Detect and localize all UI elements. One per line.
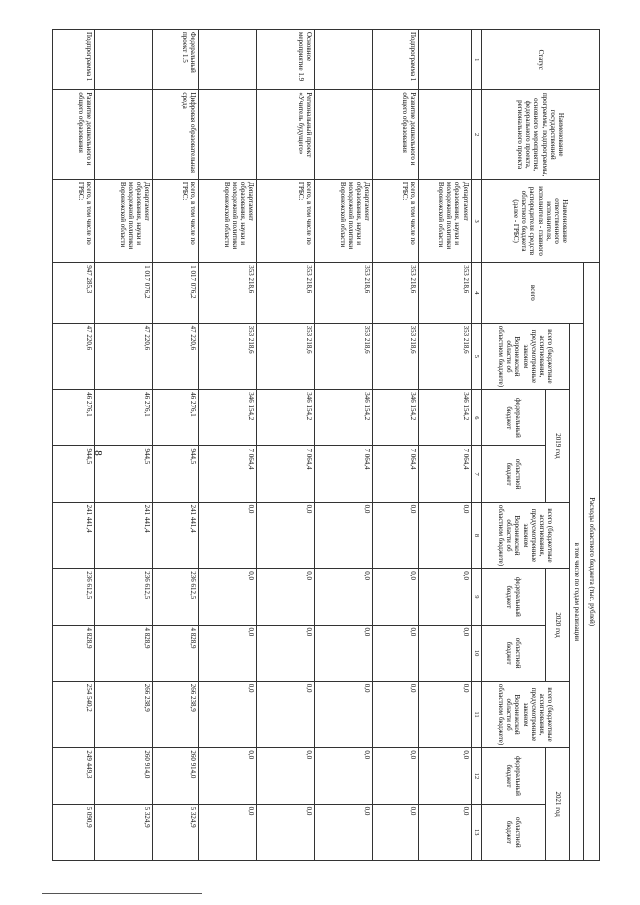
cell-value: 46 276,1 xyxy=(53,390,95,446)
cell-value: 7 064,4 xyxy=(315,446,373,502)
cell-value: 0,0 xyxy=(419,681,471,748)
cell-value: 46 276,1 xyxy=(95,390,153,446)
header-2019: 2019 год xyxy=(546,390,570,502)
cell-value: 7 064,4 xyxy=(419,446,471,502)
cell-value: 346 154,2 xyxy=(199,390,257,446)
cell-status: Основное мероприятие 1.9 xyxy=(257,30,315,90)
cell-grbs: всего, в том числе по ГРБС: xyxy=(153,179,199,262)
cell-value: 266 238,9 xyxy=(95,681,153,748)
cell-value: 944,5 xyxy=(95,446,153,502)
cell-value: 254 540,2 xyxy=(53,681,95,748)
cell-value: 0,0 xyxy=(373,502,419,569)
cell-value: 0,0 xyxy=(199,681,257,748)
col-index: 6 xyxy=(471,390,481,446)
table-stage xyxy=(52,29,600,861)
col-index: 7 xyxy=(471,446,481,502)
cell-value: 0,0 xyxy=(257,804,315,860)
cell-value: 260 914,0 xyxy=(153,748,199,804)
cell-value: 0,0 xyxy=(315,804,373,860)
col-index: 3 xyxy=(471,179,481,262)
cell-value: 0,0 xyxy=(315,502,373,569)
cell-value: 0,0 xyxy=(257,502,315,569)
table-row xyxy=(53,30,95,861)
cell-value: 7 064,4 xyxy=(199,446,257,502)
header-2019-all: всего (бюджетные ассигнования, предусмотренные законом Воронежской области об областном бюджете) xyxy=(482,323,570,390)
header-2020: 2020 год xyxy=(546,569,570,681)
cell-value: 249 449,3 xyxy=(53,748,95,804)
cell-name: Развитие дошкольного и общего образования xyxy=(373,90,419,180)
col-index: 13 xyxy=(471,804,481,860)
cell-value: 1 017 076,2 xyxy=(95,263,153,323)
cell-value: 266 238,9 xyxy=(153,681,199,748)
cell-value: 0,0 xyxy=(257,625,315,681)
cell-value: 0,0 xyxy=(419,625,471,681)
cell-value: 353 218,6 xyxy=(373,263,419,323)
header-2021: 2021 год xyxy=(546,748,570,861)
cell-value: 0,0 xyxy=(419,748,471,804)
cell-grbs: всего, в том числе по ГРБС: xyxy=(257,179,315,262)
cell-value: 241 441,4 xyxy=(53,502,95,569)
col-index: 8 xyxy=(471,502,481,569)
cell-status xyxy=(419,30,471,90)
cell-value: 346 154,2 xyxy=(315,390,373,446)
cell-value: 353 218,6 xyxy=(257,263,315,323)
cell-value: 241 441,4 xyxy=(95,502,153,569)
cell-value: 0,0 xyxy=(419,804,471,860)
cell-value: 353 218,6 xyxy=(257,323,315,390)
cell-value: 944,5 xyxy=(53,446,95,502)
cell-value: 0,0 xyxy=(419,502,471,569)
column-index-row xyxy=(471,30,481,861)
cell-status: Федеральный проект 1.5 xyxy=(153,30,199,90)
cell-value: 353 218,6 xyxy=(419,323,471,390)
header-2019-federal: федеральный бюджет xyxy=(482,390,546,446)
cell-value: 0,0 xyxy=(315,748,373,804)
cell-grbs: Департамент образования, науки и молодежной политики Воронежской области xyxy=(95,179,153,262)
cell-value: 346 154,2 xyxy=(419,390,471,446)
header-total: всего xyxy=(482,263,584,323)
cell-value: 944,5 xyxy=(153,446,199,502)
cell-name xyxy=(315,90,373,180)
rotated-table-wrapper xyxy=(52,29,600,861)
cell-value: 46 276,1 xyxy=(153,390,199,446)
cell-value: 236 612,5 xyxy=(53,569,95,625)
cell-value: 236 612,5 xyxy=(153,569,199,625)
cell-status: Подпрограмма 1 xyxy=(53,30,95,90)
header-grbs: Наименование ответственного исполнителя, исполнителя - главного распорядителя средств областного бюджета (далее - ГРБС) xyxy=(482,179,600,262)
header-status: Статус xyxy=(482,30,600,90)
cell-name: Развитие дошкольного и общего образования xyxy=(53,90,95,180)
cell-value: 4 828,9 xyxy=(153,625,199,681)
cell-value: 0,0 xyxy=(373,569,419,625)
cell-value: 7 064,4 xyxy=(373,446,419,502)
cell-value: 0,0 xyxy=(199,625,257,681)
cell-value: 0,0 xyxy=(257,748,315,804)
cell-value: 0,0 xyxy=(199,804,257,860)
cell-value: 47 220,6 xyxy=(53,323,95,390)
cell-value: 353 218,6 xyxy=(199,323,257,390)
cell-value: 0,0 xyxy=(199,569,257,625)
cell-value: 353 218,6 xyxy=(199,263,257,323)
cell-value: 0,0 xyxy=(373,625,419,681)
cell-status xyxy=(315,30,373,90)
cell-name: Цифровая образовательная среда xyxy=(153,90,199,180)
col-index: 11 xyxy=(471,681,481,748)
cell-grbs: Департамент образования, науки и молодежной политики Воронежской области xyxy=(199,179,257,262)
cell-value: 353 218,6 xyxy=(315,263,373,323)
cell-value: 353 218,6 xyxy=(419,263,471,323)
cell-value: 0,0 xyxy=(373,681,419,748)
cell-value: 4 828,9 xyxy=(95,625,153,681)
table-row xyxy=(199,30,257,861)
header-2019-regional: областной бюджет xyxy=(482,446,546,502)
cell-status xyxy=(95,30,153,90)
cell-value: 260 914,0 xyxy=(95,748,153,804)
budget-table xyxy=(52,29,600,861)
cell-name xyxy=(419,90,471,180)
page-number: 8 xyxy=(92,450,104,456)
cell-value: 0,0 xyxy=(315,569,373,625)
header-by-years: в том числе по годам реализации xyxy=(570,323,584,860)
cell-value: 947 285,3 xyxy=(53,263,95,323)
col-index: 5 xyxy=(471,323,481,390)
cell-value: 0,0 xyxy=(199,502,257,569)
cell-value: 241 441,4 xyxy=(153,502,199,569)
cell-name xyxy=(95,90,153,180)
footnote-separator xyxy=(42,893,202,894)
col-index: 4 xyxy=(471,263,481,323)
header-2021-federal: федеральный бюджет xyxy=(482,748,546,804)
cell-grbs: всего, в том числе по ГРБС: xyxy=(373,179,419,262)
cell-value: 0,0 xyxy=(199,748,257,804)
cell-grbs: всего, в том числе по ГРБС: xyxy=(53,179,95,262)
cell-status xyxy=(199,30,257,90)
cell-value: 353 218,6 xyxy=(373,323,419,390)
cell-value: 0,0 xyxy=(315,681,373,748)
cell-value: 5 324,9 xyxy=(95,804,153,860)
cell-value: 353 218,6 xyxy=(315,323,373,390)
cell-value: 0,0 xyxy=(373,804,419,860)
cell-value: 0,0 xyxy=(257,569,315,625)
header-name: Наименование государственной программы, подпрограммы, основного мероприятия, федерального проекта, регионального проекта xyxy=(482,90,600,180)
header-2021-regional: областной бюджет xyxy=(482,804,546,860)
header-2020-federal: федеральный бюджет xyxy=(482,569,546,625)
table-row xyxy=(373,30,419,861)
cell-value: 47 220,6 xyxy=(153,323,199,390)
table-row xyxy=(95,30,153,861)
cell-grbs: Департамент образования, науки и молодежной политики Воронежской области xyxy=(419,179,471,262)
col-index: 12 xyxy=(471,748,481,804)
cell-value: 346 154,2 xyxy=(373,390,419,446)
header-2021-all: всего (бюджетные ассигнования, предусмотренные законом Воронежской области об областном бюджете) xyxy=(482,681,570,748)
table-row xyxy=(419,30,471,861)
cell-name xyxy=(199,90,257,180)
col-index: 1 xyxy=(471,30,481,90)
cell-value: 7 064,4 xyxy=(257,446,315,502)
cell-status: Подпрограмма 1 xyxy=(373,30,419,90)
cell-value: 0,0 xyxy=(257,681,315,748)
cell-value: 5 090,9 xyxy=(53,804,95,860)
col-index: 10 xyxy=(471,625,481,681)
cell-value: 4 828,9 xyxy=(53,625,95,681)
header-2020-all: всего (бюджетные ассигнования, предусмотренные законом Воронежской области об областном бюджете) xyxy=(482,502,570,569)
cell-name: Региональный проект «Учитель будущего» xyxy=(257,90,315,180)
col-index: 9 xyxy=(471,569,481,625)
cell-value: 5 324,9 xyxy=(153,804,199,860)
cell-value: 346 154,2 xyxy=(257,390,315,446)
cell-value: 0,0 xyxy=(419,569,471,625)
cell-value: 0,0 xyxy=(373,748,419,804)
header-expenses: Расходы областного бюджета (тыс. рублей) xyxy=(584,263,600,861)
cell-value: 47 220,6 xyxy=(95,323,153,390)
col-index: 2 xyxy=(471,90,481,180)
cell-value: 0,0 xyxy=(315,625,373,681)
table-row xyxy=(257,30,315,861)
table-row xyxy=(153,30,199,861)
cell-value: 1 017 076,2 xyxy=(153,263,199,323)
table-row xyxy=(315,30,373,861)
cell-grbs: Департамент образования, науки и молодежной политики Воронежской области xyxy=(315,179,373,262)
cell-value: 236 612,5 xyxy=(95,569,153,625)
header-2020-regional: областной бюджет xyxy=(482,625,546,681)
